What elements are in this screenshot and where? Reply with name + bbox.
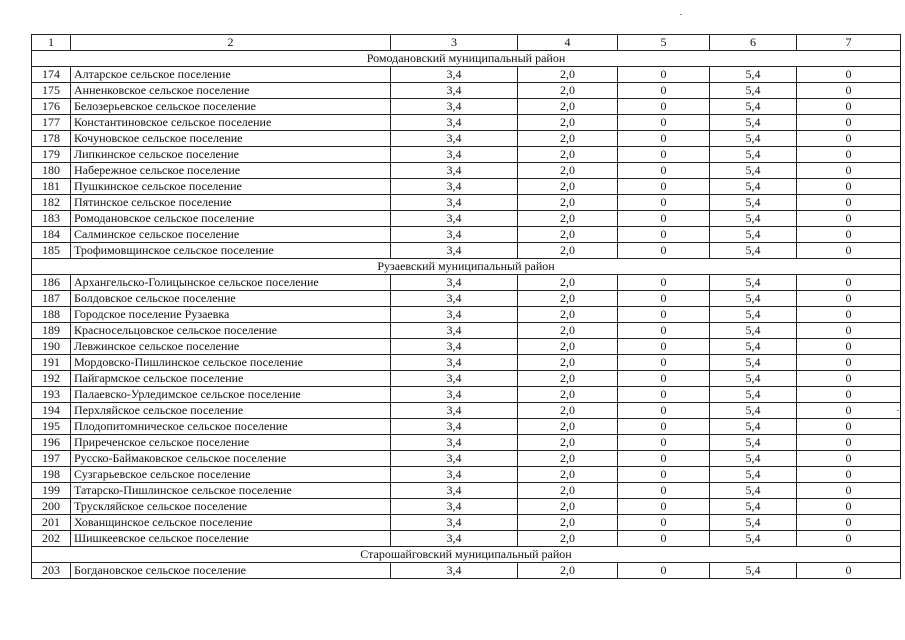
value-cell-col3: 3,4 (391, 67, 518, 83)
row-number-cell: 192 (32, 371, 71, 387)
settlement-name-cell: Алтарское сельское поселение (71, 67, 391, 83)
value-cell-col7: 0 (797, 99, 901, 115)
table-row (32, 371, 901, 387)
value-cell-col3: 3,4 (391, 83, 518, 99)
value-cell-col5: 0 (618, 83, 710, 99)
value-cell-col3: 3,4 (391, 147, 518, 163)
data-table (31, 34, 901, 579)
value-cell-col5: 0 (618, 131, 710, 147)
table-row (32, 227, 901, 243)
value-cell-col5: 0 (618, 227, 710, 243)
value-cell-col6: 5,4 (710, 195, 797, 211)
row-number-cell: 178 (32, 131, 71, 147)
table-row (32, 483, 901, 499)
settlement-name-cell: Перхляйское сельское поселение (71, 403, 391, 419)
row-number-cell: 188 (32, 307, 71, 323)
value-cell-col4: 2,0 (518, 483, 618, 499)
row-number-cell: 201 (32, 515, 71, 531)
value-cell-col6: 5,4 (710, 531, 797, 547)
table-row (32, 563, 901, 579)
settlement-name-cell: Сузгарьевское сельское поселение (71, 467, 391, 483)
value-cell-col7: 0 (797, 243, 901, 259)
value-cell-col7: 0 (797, 307, 901, 323)
table-row (32, 515, 901, 531)
value-cell-col4: 2,0 (518, 291, 618, 307)
value-cell-col5: 0 (618, 179, 710, 195)
row-number-cell: 196 (32, 435, 71, 451)
value-cell-col5: 0 (618, 371, 710, 387)
value-cell-col3: 3,4 (391, 307, 518, 323)
settlement-name-cell: Татарско-Пишлинское сельское поселение (71, 483, 391, 499)
value-cell-col6: 5,4 (710, 211, 797, 227)
value-cell-col5: 0 (618, 355, 710, 371)
value-cell-col7: 0 (797, 467, 901, 483)
row-number-cell: 180 (32, 163, 71, 179)
table-row (32, 163, 901, 179)
table-row (32, 419, 901, 435)
value-cell-col7: 0 (797, 563, 901, 579)
table-row (32, 451, 901, 467)
row-number-cell: 175 (32, 83, 71, 99)
row-number-cell: 197 (32, 451, 71, 467)
value-cell-col4: 2,0 (518, 99, 618, 115)
value-cell-col6: 5,4 (710, 483, 797, 499)
value-cell-col3: 3,4 (391, 435, 518, 451)
value-cell-col3: 3,4 (391, 419, 518, 435)
settlement-name-cell: Пушкинское сельское поселение (71, 179, 391, 195)
value-cell-col4: 2,0 (518, 131, 618, 147)
value-cell-col7: 0 (797, 179, 901, 195)
row-number-cell: 184 (32, 227, 71, 243)
value-cell-col6: 5,4 (710, 355, 797, 371)
table-row (32, 387, 901, 403)
value-cell-col4: 2,0 (518, 467, 618, 483)
table-row (32, 531, 901, 547)
value-cell-col7: 0 (797, 531, 901, 547)
settlement-name-cell: Богдановское сельское поселение (71, 563, 391, 579)
table-row (32, 99, 901, 115)
row-number-cell: 199 (32, 483, 71, 499)
value-cell-col4: 2,0 (518, 147, 618, 163)
value-cell-col5: 0 (618, 99, 710, 115)
value-cell-col5: 0 (618, 115, 710, 131)
value-cell-col4: 2,0 (518, 323, 618, 339)
settlement-name-cell: Трофимовщинское сельское поселение (71, 243, 391, 259)
row-number-cell: 202 (32, 531, 71, 547)
section-title: Рузаевский муниципальный район (32, 259, 901, 275)
value-cell-col4: 2,0 (518, 339, 618, 355)
column-number-header: 6 (710, 35, 797, 51)
value-cell-col5: 0 (618, 211, 710, 227)
row-number-cell: 200 (32, 499, 71, 515)
value-cell-col5: 0 (618, 515, 710, 531)
value-cell-col3: 3,4 (391, 163, 518, 179)
value-cell-col3: 3,4 (391, 499, 518, 515)
section-row (32, 259, 901, 275)
column-number-header: 3 (391, 35, 518, 51)
table-row (32, 355, 901, 371)
value-cell-col4: 2,0 (518, 211, 618, 227)
value-cell-col5: 0 (618, 243, 710, 259)
row-number-cell: 176 (32, 99, 71, 115)
value-cell-col3: 3,4 (391, 483, 518, 499)
table-row (32, 275, 901, 291)
value-cell-col7: 0 (797, 291, 901, 307)
row-number-cell: 174 (32, 67, 71, 83)
value-cell-col3: 3,4 (391, 179, 518, 195)
row-number-cell: 182 (32, 195, 71, 211)
value-cell-col7: 0 (797, 499, 901, 515)
value-cell-col5: 0 (618, 483, 710, 499)
value-cell-col4: 2,0 (518, 67, 618, 83)
value-cell-col4: 2,0 (518, 115, 618, 131)
table-row (32, 67, 901, 83)
value-cell-col5: 0 (618, 467, 710, 483)
value-cell-col4: 2,0 (518, 515, 618, 531)
value-cell-col3: 3,4 (391, 291, 518, 307)
value-cell-col4: 2,0 (518, 563, 618, 579)
value-cell-col6: 5,4 (710, 387, 797, 403)
value-cell-col7: 0 (797, 403, 901, 419)
value-cell-col6: 5,4 (710, 243, 797, 259)
settlement-name-cell: Хованщинское сельское поселение (71, 515, 391, 531)
value-cell-col7: 0 (797, 515, 901, 531)
row-number-cell: 189 (32, 323, 71, 339)
value-cell-col4: 2,0 (518, 451, 618, 467)
table-row (32, 291, 901, 307)
settlement-name-cell: Трускляйское сельское поселение (71, 499, 391, 515)
value-cell-col6: 5,4 (710, 419, 797, 435)
scan-speck (897, 410, 899, 411)
table-row (32, 147, 901, 163)
value-cell-col3: 3,4 (391, 275, 518, 291)
value-cell-col3: 3,4 (391, 371, 518, 387)
column-number-header: 1 (32, 35, 71, 51)
settlement-name-cell: Пайгармское сельское поселение (71, 371, 391, 387)
table-row (32, 115, 901, 131)
value-cell-col6: 5,4 (710, 83, 797, 99)
settlement-name-cell: Кочуновское сельское поселение (71, 131, 391, 147)
value-cell-col5: 0 (618, 499, 710, 515)
value-cell-col3: 3,4 (391, 515, 518, 531)
value-cell-col7: 0 (797, 83, 901, 99)
value-cell-col4: 2,0 (518, 83, 618, 99)
value-cell-col6: 5,4 (710, 179, 797, 195)
value-cell-col5: 0 (618, 563, 710, 579)
settlement-name-cell: Шишкеевское сельское поселение (71, 531, 391, 547)
value-cell-col4: 2,0 (518, 355, 618, 371)
value-cell-col5: 0 (618, 147, 710, 163)
value-cell-col4: 2,0 (518, 179, 618, 195)
settlement-name-cell: Архангельско-Голицынское сельское поселение (71, 275, 391, 291)
column-number-header: 2 (71, 35, 391, 51)
row-number-cell: 185 (32, 243, 71, 259)
value-cell-col4: 2,0 (518, 307, 618, 323)
value-cell-col7: 0 (797, 451, 901, 467)
value-cell-col5: 0 (618, 163, 710, 179)
value-cell-col5: 0 (618, 451, 710, 467)
settlement-name-cell: Пятинское сельское поселение (71, 195, 391, 211)
row-number-cell: 198 (32, 467, 71, 483)
settlement-name-cell: Палаевско-Урледимское сельское поселение (71, 387, 391, 403)
row-number-cell: 191 (32, 355, 71, 371)
value-cell-col6: 5,4 (710, 163, 797, 179)
value-cell-col4: 2,0 (518, 435, 618, 451)
settlement-name-cell: Русско-Баймаковское сельское поселение (71, 451, 391, 467)
settlement-name-cell: Левжинское сельское поселение (71, 339, 391, 355)
settlement-name-cell: Городское поселение Рузаевка (71, 307, 391, 323)
section-title: Ромодановский муниципальный район (32, 51, 901, 67)
value-cell-col5: 0 (618, 275, 710, 291)
row-number-cell: 177 (32, 115, 71, 131)
value-cell-col3: 3,4 (391, 115, 518, 131)
row-number-cell: 186 (32, 275, 71, 291)
value-cell-col6: 5,4 (710, 467, 797, 483)
settlement-name-cell: Белозерьевское сельское поселение (71, 99, 391, 115)
value-cell-col7: 0 (797, 147, 901, 163)
value-cell-col3: 3,4 (391, 243, 518, 259)
value-cell-col7: 0 (797, 387, 901, 403)
value-cell-col6: 5,4 (710, 99, 797, 115)
value-cell-col4: 2,0 (518, 163, 618, 179)
value-cell-col4: 2,0 (518, 403, 618, 419)
table-row (32, 323, 901, 339)
value-cell-col6: 5,4 (710, 339, 797, 355)
row-number-cell: 183 (32, 211, 71, 227)
value-cell-col5: 0 (618, 307, 710, 323)
value-cell-col6: 5,4 (710, 323, 797, 339)
value-cell-col3: 3,4 (391, 451, 518, 467)
value-cell-col4: 2,0 (518, 371, 618, 387)
value-cell-col7: 0 (797, 211, 901, 227)
value-cell-col3: 3,4 (391, 355, 518, 371)
value-cell-col6: 5,4 (710, 275, 797, 291)
settlement-name-cell: Набережное сельское поселение (71, 163, 391, 179)
row-number-cell: 179 (32, 147, 71, 163)
settlement-name-cell: Ромодановское сельское поселение (71, 211, 391, 227)
row-number-cell: 181 (32, 179, 71, 195)
settlement-name-cell: Красносельцовское сельское поселение (71, 323, 391, 339)
table-row (32, 307, 901, 323)
row-number-cell: 203 (32, 563, 71, 579)
value-cell-col7: 0 (797, 131, 901, 147)
table-header-row (32, 35, 901, 51)
value-cell-col7: 0 (797, 195, 901, 211)
value-cell-col6: 5,4 (710, 403, 797, 419)
value-cell-col6: 5,4 (710, 131, 797, 147)
settlement-name-cell: Липкинское сельское поселение (71, 147, 391, 163)
value-cell-col5: 0 (618, 403, 710, 419)
table-row (32, 435, 901, 451)
value-cell-col4: 2,0 (518, 531, 618, 547)
value-cell-col7: 0 (797, 419, 901, 435)
value-cell-col3: 3,4 (391, 211, 518, 227)
value-cell-col3: 3,4 (391, 227, 518, 243)
value-cell-col7: 0 (797, 275, 901, 291)
value-cell-col3: 3,4 (391, 195, 518, 211)
settlement-name-cell: Салминское сельское поселение (71, 227, 391, 243)
row-number-cell: 193 (32, 387, 71, 403)
section-title: Старошайговский муниципальный район (32, 547, 901, 563)
column-number-header: 4 (518, 35, 618, 51)
value-cell-col5: 0 (618, 291, 710, 307)
table-row (32, 403, 901, 419)
column-number-header: 7 (797, 35, 901, 51)
value-cell-col4: 2,0 (518, 499, 618, 515)
value-cell-col5: 0 (618, 531, 710, 547)
value-cell-col5: 0 (618, 67, 710, 83)
value-cell-col5: 0 (618, 323, 710, 339)
value-cell-col7: 0 (797, 323, 901, 339)
value-cell-col3: 3,4 (391, 339, 518, 355)
value-cell-col4: 2,0 (518, 227, 618, 243)
value-cell-col6: 5,4 (710, 499, 797, 515)
column-number-header: 5 (618, 35, 710, 51)
value-cell-col6: 5,4 (710, 371, 797, 387)
value-cell-col3: 3,4 (391, 99, 518, 115)
row-number-cell: 190 (32, 339, 71, 355)
table-row (32, 339, 901, 355)
value-cell-col4: 2,0 (518, 419, 618, 435)
value-cell-col4: 2,0 (518, 243, 618, 259)
value-cell-col7: 0 (797, 67, 901, 83)
settlement-name-cell: Константиновское сельское поселение (71, 115, 391, 131)
value-cell-col5: 0 (618, 195, 710, 211)
table-row (32, 179, 901, 195)
table-row (32, 467, 901, 483)
value-cell-col6: 5,4 (710, 291, 797, 307)
row-number-cell: 194 (32, 403, 71, 419)
scan-speck (680, 14, 682, 15)
table-row (32, 83, 901, 99)
value-cell-col3: 3,4 (391, 563, 518, 579)
table-row (32, 499, 901, 515)
value-cell-col5: 0 (618, 419, 710, 435)
value-cell-col6: 5,4 (710, 307, 797, 323)
value-cell-col7: 0 (797, 339, 901, 355)
settlement-name-cell: Мордовско-Пишлинское сельское поселение (71, 355, 391, 371)
value-cell-col5: 0 (618, 339, 710, 355)
value-cell-col5: 0 (618, 435, 710, 451)
value-cell-col7: 0 (797, 435, 901, 451)
value-cell-col6: 5,4 (710, 515, 797, 531)
value-cell-col6: 5,4 (710, 115, 797, 131)
value-cell-col7: 0 (797, 483, 901, 499)
value-cell-col3: 3,4 (391, 467, 518, 483)
value-cell-col3: 3,4 (391, 323, 518, 339)
value-cell-col7: 0 (797, 227, 901, 243)
value-cell-col3: 3,4 (391, 531, 518, 547)
section-row (32, 51, 901, 67)
value-cell-col6: 5,4 (710, 147, 797, 163)
value-cell-col7: 0 (797, 163, 901, 179)
row-number-cell: 195 (32, 419, 71, 435)
value-cell-col4: 2,0 (518, 387, 618, 403)
value-cell-col6: 5,4 (710, 67, 797, 83)
value-cell-col6: 5,4 (710, 435, 797, 451)
table-row (32, 211, 901, 227)
table-row (32, 131, 901, 147)
table-row (32, 195, 901, 211)
row-number-cell: 187 (32, 291, 71, 307)
value-cell-col6: 5,4 (710, 563, 797, 579)
value-cell-col7: 0 (797, 355, 901, 371)
settlement-name-cell: Плодопитомническое сельское поселение (71, 419, 391, 435)
settlement-name-cell: Болдовское сельское поселение (71, 291, 391, 307)
value-cell-col7: 0 (797, 115, 901, 131)
settlement-name-cell: Приреченское сельское поселение (71, 435, 391, 451)
section-row (32, 547, 901, 563)
value-cell-col3: 3,4 (391, 131, 518, 147)
value-cell-col5: 0 (618, 387, 710, 403)
settlement-name-cell: Анненковское сельское поселение (71, 83, 391, 99)
value-cell-col4: 2,0 (518, 275, 618, 291)
value-cell-col3: 3,4 (391, 403, 518, 419)
value-cell-col3: 3,4 (391, 387, 518, 403)
table-row (32, 243, 901, 259)
value-cell-col4: 2,0 (518, 195, 618, 211)
value-cell-col6: 5,4 (710, 451, 797, 467)
value-cell-col6: 5,4 (710, 227, 797, 243)
value-cell-col7: 0 (797, 371, 901, 387)
